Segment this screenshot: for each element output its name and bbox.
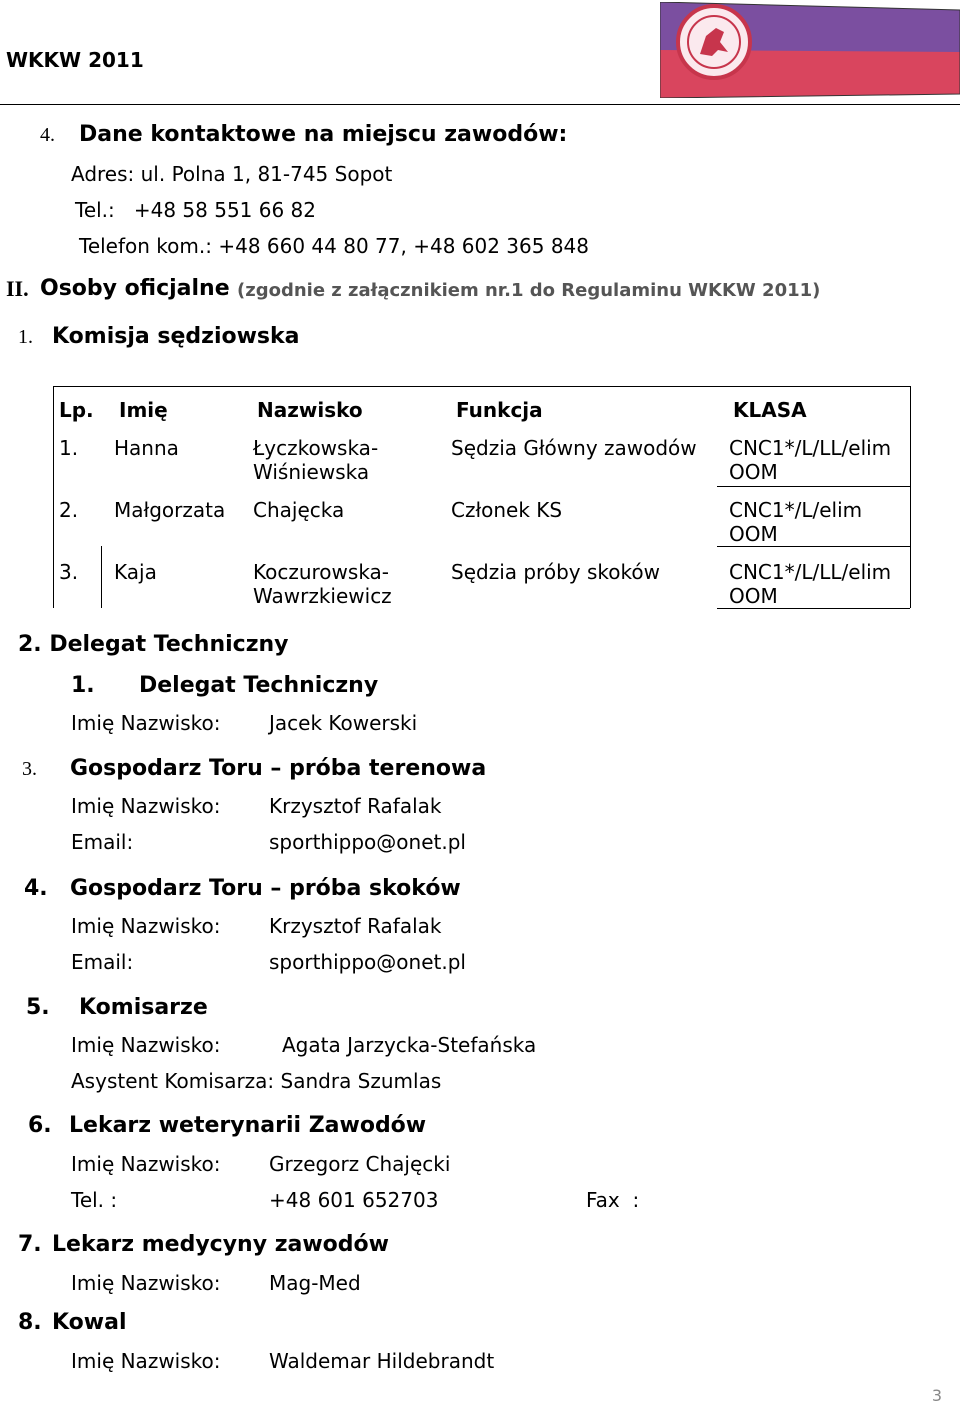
vet-tel-label: Tel. : xyxy=(71,1188,118,1212)
host-terrain-name: Krzysztof Rafalak xyxy=(269,794,442,818)
header-title: WKKW 2011 xyxy=(6,48,144,72)
farrier-name: Waldemar Hildebrandt xyxy=(269,1349,495,1373)
header-nazwisko: Nazwisko xyxy=(257,398,363,422)
host-terrain-email: sporthippo@onet.pl xyxy=(269,830,466,854)
host-jumping-email-label: Email: xyxy=(71,950,134,974)
page-number: 3 xyxy=(931,1386,942,1405)
delegate-sub-title: Delegat Techniczny xyxy=(139,673,379,698)
stewards-name-label: Imię Nazwisko: xyxy=(71,1033,221,1057)
header-divider xyxy=(0,104,960,105)
vet-name: Grzegorz Chajęcki xyxy=(269,1152,451,1176)
host-terrain-name-label: Imię Nazwisko: xyxy=(71,794,221,818)
row1-klasa: CNC1*/L/LL/elim xyxy=(729,436,892,460)
row2-klasa: CNC1*/L/elim xyxy=(729,498,863,522)
stewards-assistant: Asystent Komisarza: Sandra Szumlas xyxy=(71,1069,442,1093)
host-jumping-email: sporthippo@onet.pl xyxy=(269,950,466,974)
header-imie: Imię xyxy=(119,398,168,422)
host-jumping-name-label: Imię Nazwisko: xyxy=(71,914,221,938)
section-number: II. xyxy=(6,276,29,301)
row1-imie: Hanna xyxy=(114,436,179,460)
contact-mobile: Telefon kom.: +48 660 44 80 77, +48 602 365 848 xyxy=(79,234,590,258)
doctor-name: Mag-Med xyxy=(269,1271,361,1295)
vet-fax-label: Fax : xyxy=(586,1188,640,1212)
row2-funkcja: Członek KS xyxy=(451,498,563,522)
row3-nazwisko: Koczurowska- xyxy=(253,560,390,584)
row3-funkcja: Sędzia próby skoków xyxy=(451,560,660,584)
row1-lp: 1. xyxy=(59,436,79,460)
header-funkcja: Funkcja xyxy=(456,398,543,422)
doctor-number: 7. xyxy=(18,1232,42,1257)
section-title: Osoby oficjalne xyxy=(40,276,230,301)
host-jumping-number: 4. xyxy=(24,876,48,901)
row3-lp: 3. xyxy=(59,560,79,584)
stewards-name: Agata Jarzycka-Stefańska xyxy=(282,1033,537,1057)
row1-funkcja: Sędzia Główny zawodów xyxy=(451,436,697,460)
section-title: Dane kontaktowe na miejscu zawodów: xyxy=(79,122,568,147)
vet-name-label: Imię Nazwisko: xyxy=(71,1152,221,1176)
delegate-heading: 2. Delegat Techniczny xyxy=(18,632,289,657)
farrier-name-label: Imię Nazwisko: xyxy=(71,1349,221,1373)
row3-imie: Kaja xyxy=(114,560,157,584)
farrier-title: Kowal xyxy=(52,1310,127,1335)
stewards-title: Komisarze xyxy=(79,995,208,1020)
vet-tel: +48 601 652703 xyxy=(269,1188,439,1212)
row3-klasa-cont: OOM xyxy=(729,584,778,608)
row2-klasa-cont: OOM xyxy=(729,522,778,546)
contact-phone: Tel.: +48 58 551 66 82 xyxy=(75,198,317,222)
header-lp: Lp. xyxy=(59,398,94,422)
farrier-number: 8. xyxy=(18,1310,42,1335)
federation-logo xyxy=(660,2,960,98)
delegate-name-label: Imię Nazwisko: xyxy=(71,711,221,735)
doctor-name-label: Imię Nazwisko: xyxy=(71,1271,221,1295)
host-terrain-email-label: Email: xyxy=(71,830,134,854)
row1-klasa-cont: OOM xyxy=(729,460,778,484)
delegate-name: Jacek Kowerski xyxy=(269,711,418,735)
row1-nazwisko: Łyczkowska- xyxy=(253,436,379,460)
vet-number: 6. xyxy=(28,1113,52,1138)
subsection-number: 1. xyxy=(18,326,33,348)
doctor-title: Lekarz medycyny zawodów xyxy=(52,1232,389,1257)
section-number: 4. xyxy=(40,124,55,146)
host-jumping-title: Gospodarz Toru – próba skoków xyxy=(70,876,461,901)
stewards-number: 5. xyxy=(26,995,50,1020)
section-note: (zgodnie z załącznikiem nr.1 do Regulaminu WKKW 2011) xyxy=(237,280,821,301)
vet-title: Lekarz weterynarii Zawodów xyxy=(69,1113,427,1138)
host-terrain-number: 3. xyxy=(22,758,37,780)
delegate-sub-number: 1. xyxy=(71,673,95,698)
subsection-title: Komisja sędziowska xyxy=(52,324,300,349)
row3-klasa: CNC1*/L/LL/elim xyxy=(729,560,892,584)
row2-imie: Małgorzata xyxy=(114,498,226,522)
host-jumping-name: Krzysztof Rafalak xyxy=(269,914,442,938)
host-terrain-title: Gospodarz Toru – próba terenowa xyxy=(70,756,487,781)
row2-nazwisko: Chajęcka xyxy=(253,498,345,522)
header-klasa: KLASA xyxy=(733,398,807,422)
row2-lp: 2. xyxy=(59,498,79,522)
row1-nazwisko-cont: Wiśniewska xyxy=(253,460,370,484)
row3-nazwisko-cont: Wawrzkiewicz xyxy=(253,584,392,608)
contact-address: Adres: ul. Polna 1, 81-745 Sopot xyxy=(71,162,393,186)
